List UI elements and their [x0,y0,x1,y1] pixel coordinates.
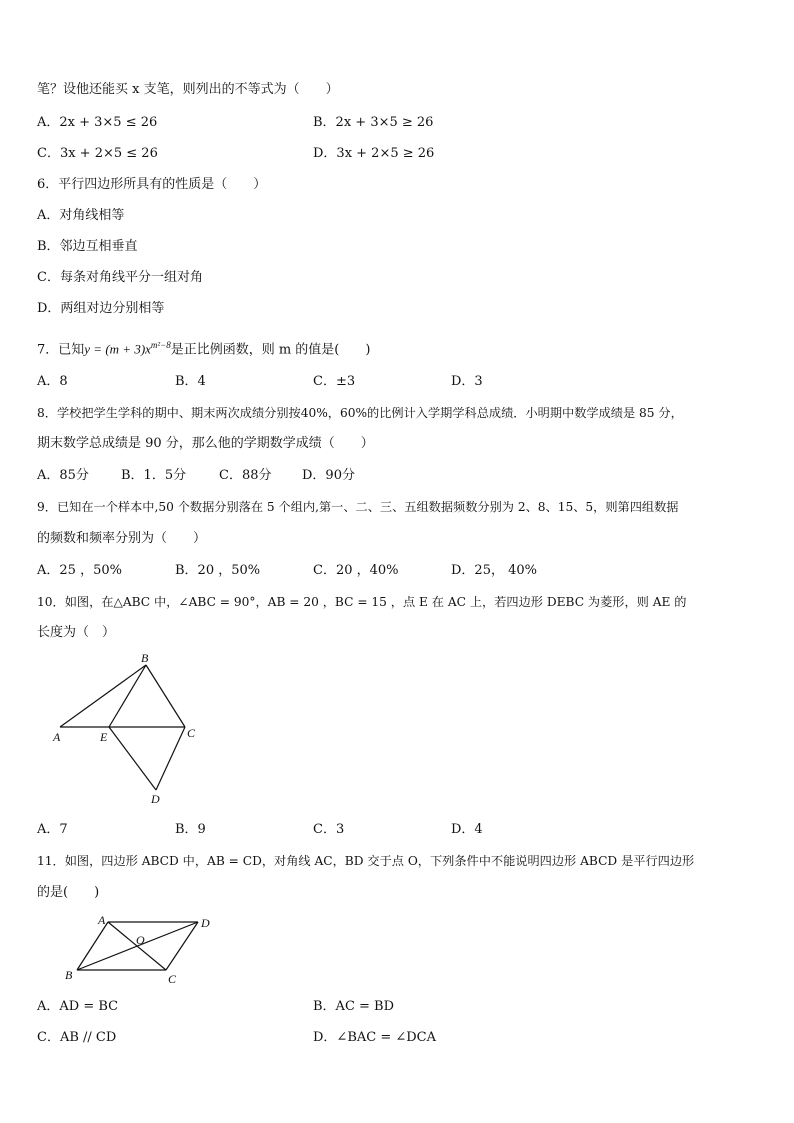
q5-stem-continuation: 笔？设他还能买 x 支笔，则列出的不等式为（ ） [37,82,339,97]
q9-option-a: A．25 ，50% [37,563,122,578]
q5-option-a: A．2x + 3×5 ≤ 26 [37,115,158,130]
q10-segment-ab [60,665,146,727]
q7-stem-prefix: 7．已知 [37,342,85,358]
q6-option-a: A．对角线相等 [37,208,125,223]
q10-option-d: D．4 [451,822,483,837]
q11-option-b: B．AC = BD [313,999,395,1014]
q10-option-c: C．3 [313,822,345,837]
q11-segment-ab [77,922,108,970]
q11-option-a: A．AD = BC [37,999,119,1014]
q10-label-d: D [151,792,160,806]
q10-option-a: A．7 [37,822,68,837]
q11-segment-cd [166,922,198,970]
q7-option-a: A．8 [37,374,68,389]
q8-option-b: B．1．5分 [121,468,187,483]
q7-exponent: m²−8 [150,340,171,350]
q9-stem-line2: 的频数和频率分别为（ ） [37,531,207,546]
q8-stem-line1: 8．学校把学生学科的期中、期末两次成绩分别按40%，60%的比例计入学期学科总成绩．小明期中数学成绩是 85 分， [37,406,683,420]
q11-stem-line1: 11．如图，四边形 ABCD 中，AB = CD，对角线 AC，BD 交于点 O，下列条件中不能说明四边形 ABCD 是平行四边形 [37,854,695,868]
q8-stem-line2: 期末数学总成绩是 90 分，那么他的学期数学成绩（ ） [37,436,374,451]
q5-option-b: B．2x + 3×5 ≥ 26 [313,115,434,130]
q10-stem-line2: 长度为（ ） [37,625,116,640]
q5-option-d: D．3x + 2×5 ≥ 26 [313,146,435,161]
q7-formula: y = (m + 3)x [84,341,151,357]
q11-label-a: A [98,913,106,927]
q10-label-c: C [187,726,196,740]
q7-option-c: C．±3 [313,374,356,389]
q11-option-c: C．AB // CD [37,1030,117,1045]
q10-label-a: A [53,730,61,744]
q7-option-b: B．4 [175,374,206,389]
q10-label-b: B [141,651,149,665]
q11-parallelogram-figure [60,908,220,990]
q8-option-d: D．90分 [302,468,355,483]
q11-option-d: D．∠BAC = ∠DCA [313,1030,437,1045]
q9-stem-line1: 9．已知在一个样本中,50 个数据分别落在 5 个组内,第一、二、三、五组数据频数分别为 2、8、15、5，则第四组数据 [37,500,679,514]
q10-label-e: E [100,730,108,744]
q6-option-b: B．邻边互相垂直 [37,239,138,254]
q6-option-c: C．每条对角线平分一组对角 [37,270,203,285]
q11-stem-line2: 的是( ) [37,885,100,900]
q10-rhombus-figure [40,650,220,815]
q11-label-b: B [65,968,73,982]
q9-option-c: C．20 ，40% [313,563,399,578]
q10-option-b: B．9 [175,822,206,837]
q10-segment-bc [146,665,185,727]
q7-stem [37,336,370,359]
q11-label-d: D [201,916,210,930]
q10-segment-ed [109,727,156,790]
q6-option-d: D．两组对边分别相等 [37,301,165,316]
q6-stem: 6．平行四边形所具有的性质是（ ） [37,177,267,192]
q11-label-c: C [168,972,177,986]
q9-option-d: D．25， 40% [451,563,537,578]
q5-option-c: C．3x + 2×5 ≤ 26 [37,146,158,161]
q9-option-b: B．20 ，50% [175,563,261,578]
q8-option-c: C．88分 [219,468,272,483]
q7-option-d: D．3 [451,374,483,389]
q10-segment-dc [156,727,185,790]
q10-segment-eb [109,665,146,727]
q8-option-a: A．85分 [37,468,89,483]
q7-stem-suffix: 是正比例函数，则 m 的值是( ) [170,342,371,358]
q11-label-o: O [136,933,145,947]
q10-stem-line1: 10．如图，在△ABC 中，∠ABC = 90°，AB = 20 ，BC = 15 ，点 E 在 AC 上，若四边形 DEBC 为菱形，则 AE 的 [37,595,687,609]
